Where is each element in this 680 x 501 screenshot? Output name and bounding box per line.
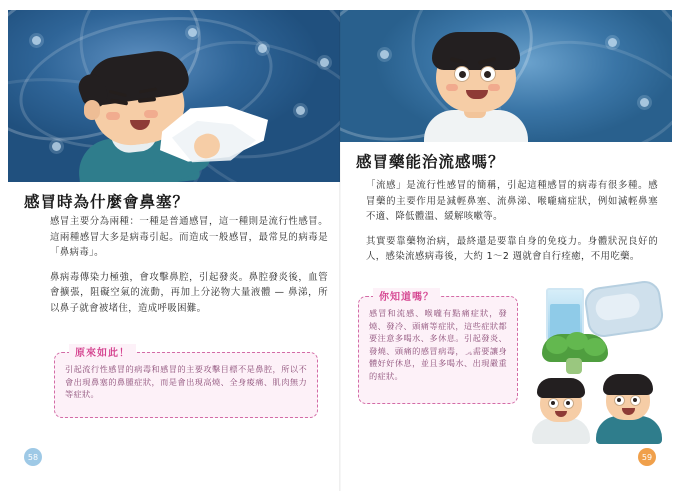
germ-dot-icon — [380, 50, 389, 59]
left-page — [8, 10, 340, 491]
germ-dot-icon — [296, 106, 305, 115]
left-paragraph-2: 鼻病毒傳染力極強，會攻擊鼻腔，引起發炎。鼻腔發炎後，血管會擴張，阻礙空氣的流動，再加上分泌物大量液體 — 鼻涕，所以鼻子就會被堵住，造成呼吸困難。 — [50, 271, 328, 314]
sneezing-boy-figure — [68, 58, 248, 182]
left-page-number: 58 — [24, 448, 42, 466]
left-page-body — [50, 214, 328, 325]
right-paragraph-2: 其實要靠藥物治病，最終還是要靠自身的免疫力。身體狀況良好的人，感染流感病毒後，大約 1～2 週就會自行痊癒，不用吃藥。 — [366, 235, 658, 262]
broccoli-bump — [546, 336, 568, 354]
left-page-heading: 感冒時為什麼會鼻塞？ — [24, 193, 190, 211]
right-illustration-top — [340, 10, 672, 142]
right-tip-text: 感冒和流感、喉嚨有點痛症狀，發燒、發冷、頭痛等症狀，這些症狀都要注意多喝水、多休息。引起發炎、發燒、頭痛的感冒病毒，就需要讓身體好好休息，並且多喝水、出現嚴重的症狀。 — [369, 308, 507, 381]
right-page-heading: 感冒藥能治流感嗎？ — [356, 153, 505, 171]
left-tip-text: 引起流行性感冒的病毒和感冒的主要攻擊目標不是鼻腔，所以不會出現鼻塞的鼻腫症狀，而是會出現高燒、全身痠痛、肌肉無力等症狀。 — [65, 364, 307, 400]
right-illustration-bottom — [524, 282, 672, 442]
boy-pupil — [551, 401, 555, 405]
germ-dot-icon — [32, 36, 41, 45]
broccoli-stem — [566, 358, 582, 374]
spread — [8, 10, 672, 491]
frowning-boy-figure — [418, 32, 538, 142]
germ-dot-icon — [608, 38, 617, 47]
germ-dot-icon — [52, 142, 61, 151]
broccoli-bump — [584, 338, 606, 356]
boy-pupil — [566, 401, 570, 405]
boy-cheek — [446, 84, 458, 91]
left-tip-title: 原來如此！ — [69, 344, 136, 359]
boy-cheek — [488, 84, 500, 91]
left-tip-box — [54, 348, 318, 418]
left-illustration — [8, 10, 340, 182]
boy-hair — [603, 374, 653, 395]
boy-cheek — [106, 112, 120, 120]
right-paragraph-1: 「流感」是流行性感冒的簡稱，引起這種感冒的病毒有很多種。感冒藥的主要作用是減輕鼻塞、流鼻涕、喉嚨痛症狀，例如減輕鼻塞不適、降低體溫、緩解咳嗽等。 — [366, 180, 658, 222]
pillow-icon — [583, 279, 665, 339]
germ-dot-icon — [640, 98, 649, 107]
boy-ear — [84, 100, 100, 120]
boy-hair — [432, 32, 520, 70]
boy-pupil — [484, 71, 491, 78]
broccoli-icon — [542, 334, 608, 376]
boy-cheek — [144, 110, 158, 118]
speech-bubble-tail — [460, 338, 476, 358]
left-paragraph-1: 感冒主要分為兩種：一種是普通感冒，這一種則是流行性感冒。這兩種感冒大多是病毒引起。而造成一般感冒，最常見的病毒是「鼻病毒」。 — [50, 216, 328, 258]
boy-right-figure — [594, 374, 666, 444]
germ-dot-icon — [258, 44, 267, 53]
boy-body — [596, 416, 662, 444]
boy-pupil — [617, 398, 621, 402]
right-tip-box — [358, 292, 518, 404]
right-page — [340, 10, 672, 491]
germ-dot-icon — [188, 28, 197, 37]
right-page-number: 59 — [638, 448, 656, 466]
right-page-body — [366, 178, 658, 274]
right-tip-title: 你知道嗎？ — [373, 288, 440, 303]
boy-left-figure — [530, 378, 592, 442]
boy-pupil — [633, 398, 637, 402]
boy-hair — [537, 378, 585, 398]
book-gutter — [339, 10, 341, 491]
boy-pupil — [459, 71, 466, 78]
germ-dot-icon — [320, 58, 329, 67]
